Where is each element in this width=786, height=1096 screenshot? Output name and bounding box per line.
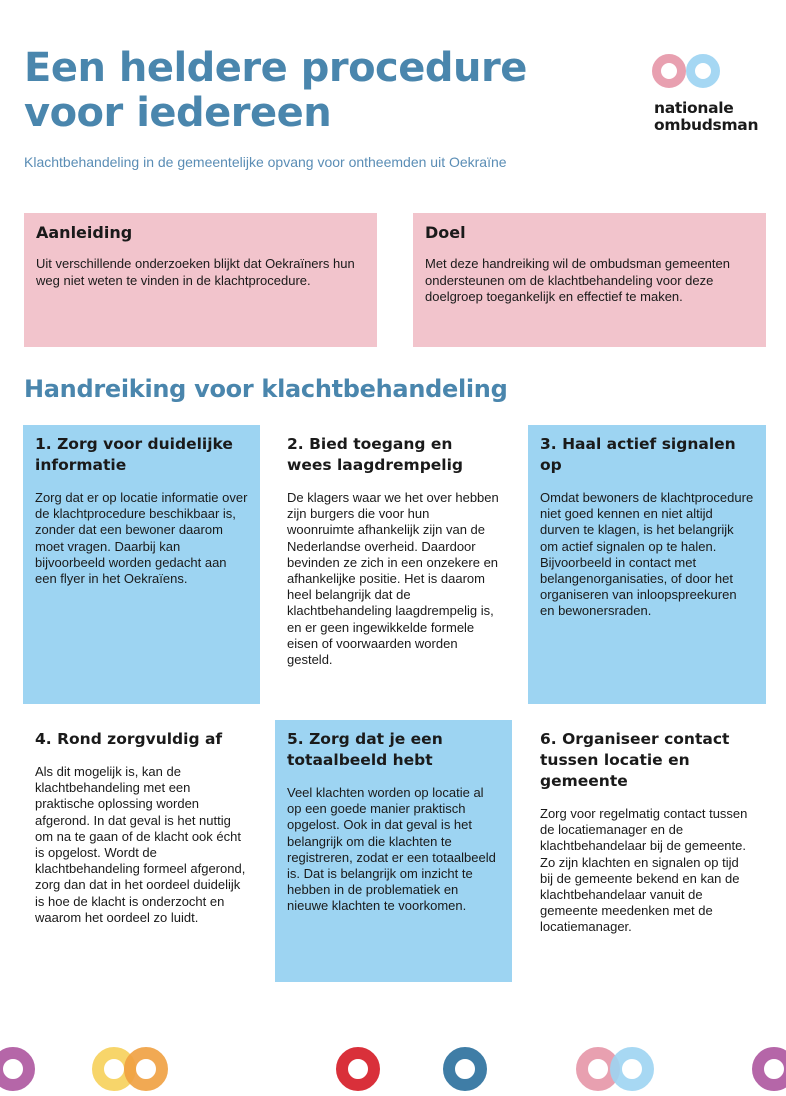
- step-card-4: [23, 720, 260, 982]
- orange-circle-icon: [130, 1053, 162, 1085]
- teal-circle-icon: [449, 1053, 481, 1085]
- lightblue-circle-icon: [616, 1053, 648, 1085]
- title-line-2: voor iedereen: [24, 90, 332, 136]
- step-6-text: Zorg voor regelmatig contact tussen de locatiemanager en de klachtbehandelaar bij de gemeente. Zo zijn klachten en signalen op tijd bij de gemeente bekend en kan de klachtbehandelaar vanuit de gemeente meedenken met de locatiemanager.: [540, 806, 748, 935]
- step-4-heading: 4. Rond zorgvuldig af: [35, 730, 223, 748]
- step-6-heading: 6. Organiseer contact tussen locatie en gemeente: [540, 730, 730, 790]
- section-heading: Handreiking voor klachtbehandeling: [24, 375, 508, 403]
- step-card-1: [23, 425, 260, 704]
- purple-circle-right-icon: [758, 1053, 786, 1085]
- page-subtitle: Klachtbehandeling in de gemeentelijke opvang voor ontheemden uit Oekraïne: [24, 154, 507, 170]
- step-card-3: [528, 425, 766, 704]
- purple-circle-icon: [0, 1053, 29, 1085]
- step-3-text: Omdat bewoners de klachtprocedure niet goed kennen en niet altijd durven te klagen, is het belangrijk om actief signalen op te halen. Bijvoorbeeld in contact met belangenorganisaties, of door het organiseren van inloopspreekuren en bewonersraden.: [540, 490, 754, 619]
- step-5-heading: 5. Zorg dat je een totaalbeeld hebt: [287, 730, 443, 769]
- step-2-heading: 2. Bied toegang en wees laagdrempelig: [287, 435, 464, 474]
- page-title: [24, 46, 604, 136]
- step-card-2: [275, 425, 512, 704]
- doel-heading: Doel: [425, 223, 466, 242]
- decorative-circles: [0, 1040, 786, 1096]
- step-4-text: Als dit mogelijk is, kan de klachtbehandeling met een praktische oplossing worden afgerond. In dat geval is het nuttig om na te gaan of de klacht ook écht is opgelost. Wordt de klachtbehandeling formeel afgerond, zorg dan dat in het oordeel duidelijk is hoe de klacht is onderzocht en waarom het oordeel zo luidt.: [35, 764, 246, 925]
- step-2-text: De klagers waar we het over hebben zijn burgers die voor hun woonruimte afhankelijk zijn van de Nederlandse overheid. Daardoor bevinden ze zich in een onzekere en afhankelijke positie. Het is daarom heel belangrijk dat de klachtbehandeling laagdrempelig is, en er geen ingewikkelde formele eisen of voorwaarden worden gesteld.: [287, 490, 499, 668]
- aanleiding-box: [24, 213, 377, 347]
- step-5-text: Veel klachten worden op locatie al op een goede manier praktisch opgelost. Ook in dat geval is het belangrijk om die klachten te registreren, zodat er een totaalbeeld is. Dat is belangrijk om inzicht te hebben in de problematiek en nieuwe klachten te voorkomen.: [287, 785, 496, 914]
- logo-rings-icon: [652, 52, 732, 96]
- logo-text-line-1: nationale: [654, 99, 734, 117]
- step-1-text: Zorg dat er op locatie informatie over de klachtprocedure beschikbaar is, zonder dat een bewoner daarom moet vragen. Daarbij kan bijvoorbeeld worden gedacht aan een flyer in het Oekraïens.: [35, 490, 248, 587]
- doel-text: Met deze handreiking wil de ombudsman gemeenten ondersteunen om de klachtbehandeling voor deze doelgroep toegankelijk en effectief te maken.: [425, 256, 730, 304]
- title-line-1: Een heldere procedure: [24, 45, 527, 91]
- pink-circle-icon: [582, 1053, 614, 1085]
- logo-text-line-2: ombudsman: [654, 116, 759, 134]
- red-circle-icon: [342, 1053, 374, 1085]
- step-1-heading: 1. Zorg voor duidelijke informatie: [35, 435, 233, 474]
- aanleiding-text: Uit verschillende onderzoeken blijkt dat Oekraïners hun weg niet weten te vinden in de klachtprocedure.: [36, 256, 355, 288]
- step-card-5: [275, 720, 512, 982]
- step-card-6: [528, 720, 766, 982]
- step-3-heading: 3. Haal actief signalen op: [540, 435, 736, 474]
- nationale-ombudsman-logo: [652, 52, 772, 142]
- aanleiding-heading: Aanleiding: [36, 223, 133, 242]
- doel-box: [413, 213, 766, 347]
